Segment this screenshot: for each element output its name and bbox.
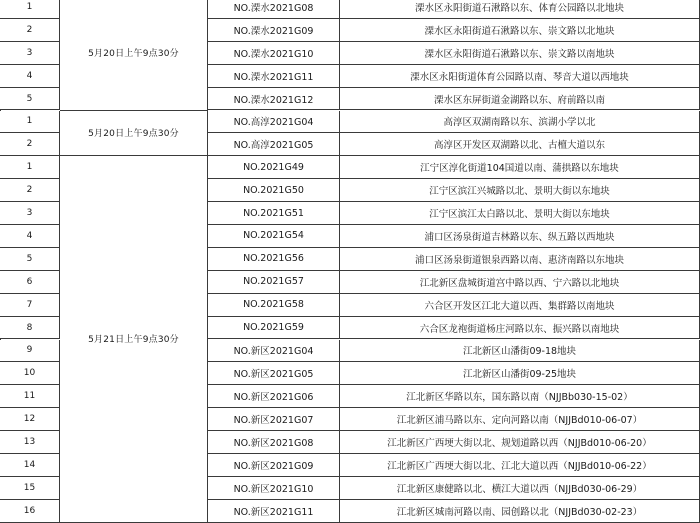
parcel-code-cell: NO.溧水2021G09 [208, 19, 340, 42]
parcel-location-cell: 江宁区滨江太白路以北、景明大街以东地块 [340, 202, 700, 225]
parcel-location-cell: 溧水区永阳街道体育公园路以南、琴音大道以西地块 [340, 65, 700, 88]
row-index-cell: 6 [0, 271, 60, 294]
parcel-code-cell: NO.2021G51 [208, 202, 340, 225]
parcel-code-cell: NO.2021G58 [208, 294, 340, 317]
parcel-location-cell: 江北新区城南河路以南、园创路以北（NJJBd030-02-23） [340, 500, 700, 523]
row-index-cell: 2 [0, 133, 60, 156]
parcel-code-cell: NO.新区2021G06 [208, 385, 340, 408]
parcel-code-cell: NO.新区2021G08 [208, 431, 340, 454]
parcel-code-cell: NO.新区2021G04 [208, 340, 340, 363]
parcel-location-cell: 溧水区永阳街道石湫路以东、崇文路以南地块 [340, 42, 700, 65]
parcel-location-cell: 六合区龙袍街道杨庄河路以东、振兴路以南地块 [340, 317, 700, 340]
row-index-cell: 2 [0, 179, 60, 202]
row-index-cell: 8 [0, 317, 60, 340]
row-index-cell: 13 [0, 431, 60, 454]
parcel-code-cell: NO.新区2021G09 [208, 454, 340, 477]
parcel-code-cell: NO.新区2021G07 [208, 408, 340, 431]
parcel-location-cell: 浦口区汤泉街道银泉西路以南、惠济南路以东地块 [340, 248, 700, 271]
parcel-code-cell: NO.2021G57 [208, 271, 340, 294]
row-index-cell: 11 [0, 385, 60, 408]
parcel-location-cell: 高淳区双湖南路以东、滨湖小学以北 [340, 111, 700, 134]
auction-time-cell: 5月20日上午9点30分 [60, 111, 208, 157]
parcel-code-cell: NO.溧水2021G08 [208, 0, 340, 19]
parcel-code-cell: NO.溧水2021G11 [208, 65, 340, 88]
parcel-location-cell: 江宁区淳化街道104国道以南、蒲拱路以东地块 [340, 156, 700, 179]
row-index-cell: 3 [0, 202, 60, 225]
parcel-location-cell: 江北新区盘城街道宫中路以西、宁六路以北地块 [340, 271, 700, 294]
row-index-cell: 1 [0, 0, 60, 19]
parcel-location-cell: 溧水区永阳街道石湫路以东、崇文路以北地块 [340, 19, 700, 42]
row-index-cell: 4 [0, 225, 60, 248]
row-index-cell: 14 [0, 454, 60, 477]
parcel-location-cell: 江北新区山潘街09-18地块 [340, 340, 700, 363]
row-index-cell: 9 [0, 340, 60, 363]
parcel-location-cell: 浦口区汤泉街道吉林路以东、纵五路以西地块 [340, 225, 700, 248]
parcel-location-cell: 溧水区东屏街道金湖路以东、府前路以南 [340, 88, 700, 111]
parcel-code-cell: NO.2021G56 [208, 248, 340, 271]
row-index-cell: 1 [0, 111, 60, 134]
auction-time-cell: 5月20日上午9点30分 [60, 0, 208, 111]
parcel-code-cell: NO.2021G50 [208, 179, 340, 202]
row-index-cell: 15 [0, 477, 60, 500]
parcel-location-cell: 江宁区滨江兴城路以北、景明大街以东地块 [340, 179, 700, 202]
parcel-code-cell: NO.溧水2021G10 [208, 42, 340, 65]
parcel-code-cell: NO.溧水2021G12 [208, 88, 340, 111]
parcel-code-cell: NO.2021G59 [208, 317, 340, 340]
row-index-cell: 12 [0, 408, 60, 431]
parcel-location-cell: 江北新区广西埂大街以北、江北大道以西（NJJBd010-06-22） [340, 454, 700, 477]
parcel-code-cell: NO.2021G49 [208, 156, 340, 179]
parcel-location-cell: 溧水区永阳街道石湫路以东、体育公园路以北地块 [340, 0, 700, 19]
parcel-code-cell: NO.高淳2021G04 [208, 111, 340, 134]
parcel-location-cell: 江北新区广西埂大街以北、规划道路以西（NJJBd010-06-20） [340, 431, 700, 454]
row-index-cell: 5 [0, 248, 60, 271]
row-index-cell: 10 [0, 362, 60, 385]
parcel-code-cell: NO.2021G54 [208, 225, 340, 248]
row-index-cell: 5 [0, 88, 60, 111]
parcel-location-cell: 六合区开发区江北大道以西、集群路以南地块 [340, 294, 700, 317]
parcel-location-cell: 高淳区开发区双湖路以北、古檀大道以东 [340, 133, 700, 156]
row-index-cell: 2 [0, 19, 60, 42]
parcel-location-cell: 江北新区康健路以北、横江大道以西（NJJBd030-06-29） [340, 477, 700, 500]
parcel-code-cell: NO.新区2021G05 [208, 362, 340, 385]
row-index-cell: 16 [0, 500, 60, 523]
row-index-cell: 4 [0, 65, 60, 88]
auction-time-cell: 5月21日上午9点30分 [60, 156, 208, 522]
parcel-code-cell: NO.新区2021G11 [208, 500, 340, 523]
parcel-location-cell: 江北新区山潘街09-25地块 [340, 362, 700, 385]
parcel-location-cell: 江北新区华路以东，国东路以南（NJJBb030-15-02） [340, 385, 700, 408]
row-index-cell: 1 [0, 156, 60, 179]
parcel-location-cell: 江北新区浦马路以东、定向河路以南（NJJBd010-06-07） [340, 408, 700, 431]
row-index-cell: 3 [0, 42, 60, 65]
parcel-code-cell: NO.高淳2021G05 [208, 133, 340, 156]
row-index-cell: 7 [0, 294, 60, 317]
parcel-code-cell: NO.新区2021G10 [208, 477, 340, 500]
